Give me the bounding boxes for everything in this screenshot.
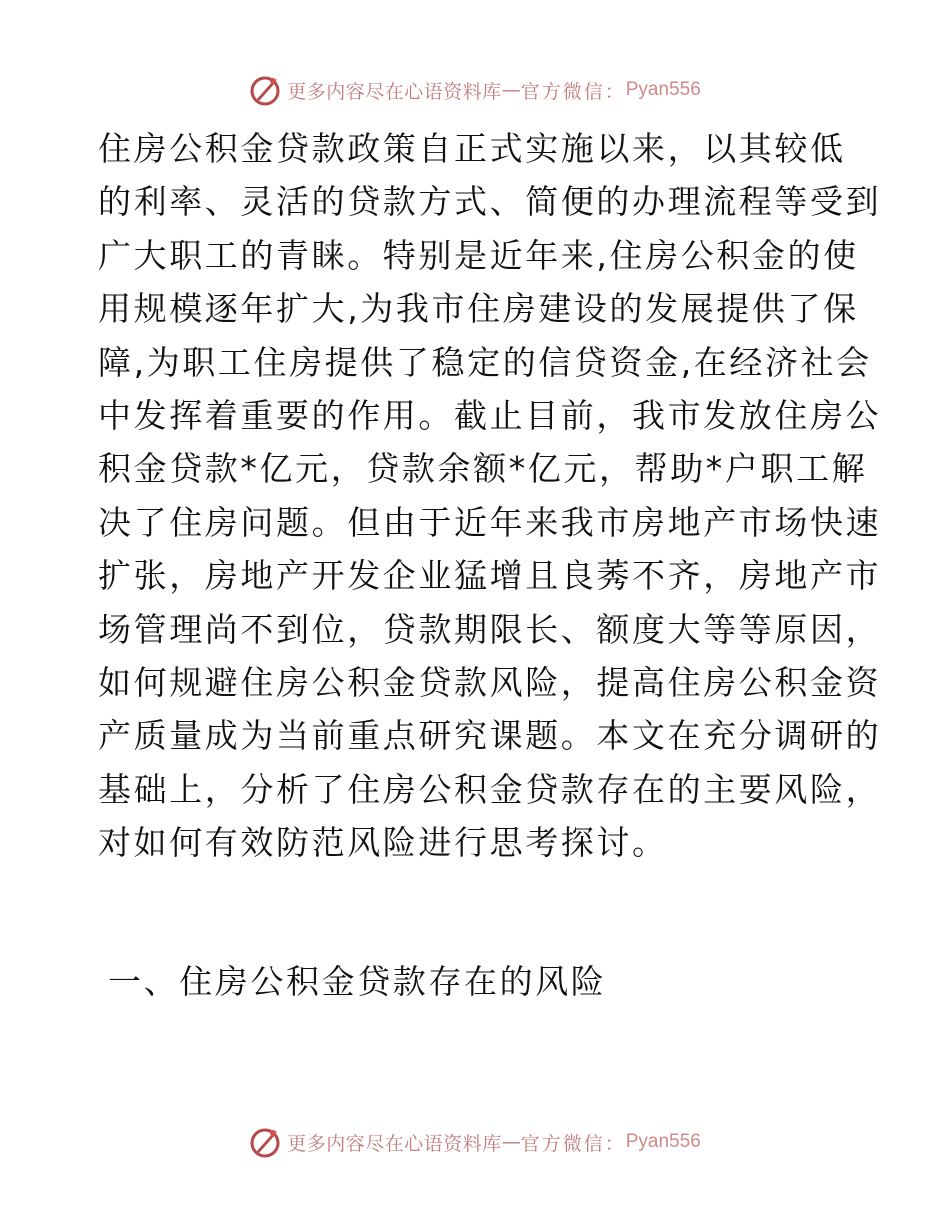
paragraph-line: 障,为职工住房提供了稳定的信贷资金,在经济社会: [98, 342, 872, 382]
paragraph-line: 基础上，分析了住房公积金贷款存在的主要风险，: [98, 769, 882, 809]
header-watermark: [0, 72, 950, 108]
paragraph-line: 扩张，房地产开发企业猛增且良莠不齐，房地产市: [98, 556, 882, 596]
paragraph-line: 如何规避住房公积金贷款风险，提高住房公积金资: [98, 662, 882, 702]
footer-watermark: [0, 1124, 950, 1160]
paragraph-line: 用规模逐年扩大,为我市住房建设的发展提供了保: [98, 289, 859, 329]
watermark-wechat-id: Pyan556: [625, 79, 701, 100]
paragraph-line: 住房公积金贷款政策自正式实施以来，以其较低: [98, 129, 846, 168]
paragraph-line: 对如何有效防范风险进行思考探讨。: [98, 823, 668, 863]
paragraph-line: 的利率、灵活的贷款方式、简便的办理流程等受到: [98, 182, 882, 222]
watermark-main-text: 更多内容尽在心语资料库: [287, 1132, 502, 1155]
paragraph-line: 中发挥着重要的作用。截止目前，我市发放住房公: [98, 395, 882, 435]
watermark-main-text: 更多内容尽在心语资料库: [287, 80, 502, 103]
watermark-wechat-label: 官方微信：: [520, 1132, 626, 1155]
watermark-dash: —: [501, 1131, 521, 1153]
section-heading: 一、住房公积金贷款存在的风险: [108, 962, 607, 1001]
quill-logo-icon: [249, 1125, 283, 1159]
paragraph-line: 场管理尚不到位，贷款期限长、额度大等等原因，: [98, 609, 882, 649]
watermark-wechat-label: 官方微信：: [520, 80, 626, 103]
paragraph-line: 积金贷款*亿元，贷款余额*亿元，帮助*户职工解: [98, 449, 868, 489]
quill-logo-icon: [249, 73, 283, 107]
paragraph-line: 产质量成为当前重点研究课题。本文在充分调研的: [98, 716, 882, 756]
watermark-wechat-id: Pyan556: [625, 1131, 701, 1152]
body-paragraph: [98, 122, 882, 869]
paragraph-line: 决了住房问题。但由于近年来我市房地产市场快速: [98, 502, 882, 542]
paragraph-line: 广大职工的青睐。特别是近年来,住房公积金的使: [98, 235, 859, 275]
watermark-dash: —: [501, 79, 521, 101]
